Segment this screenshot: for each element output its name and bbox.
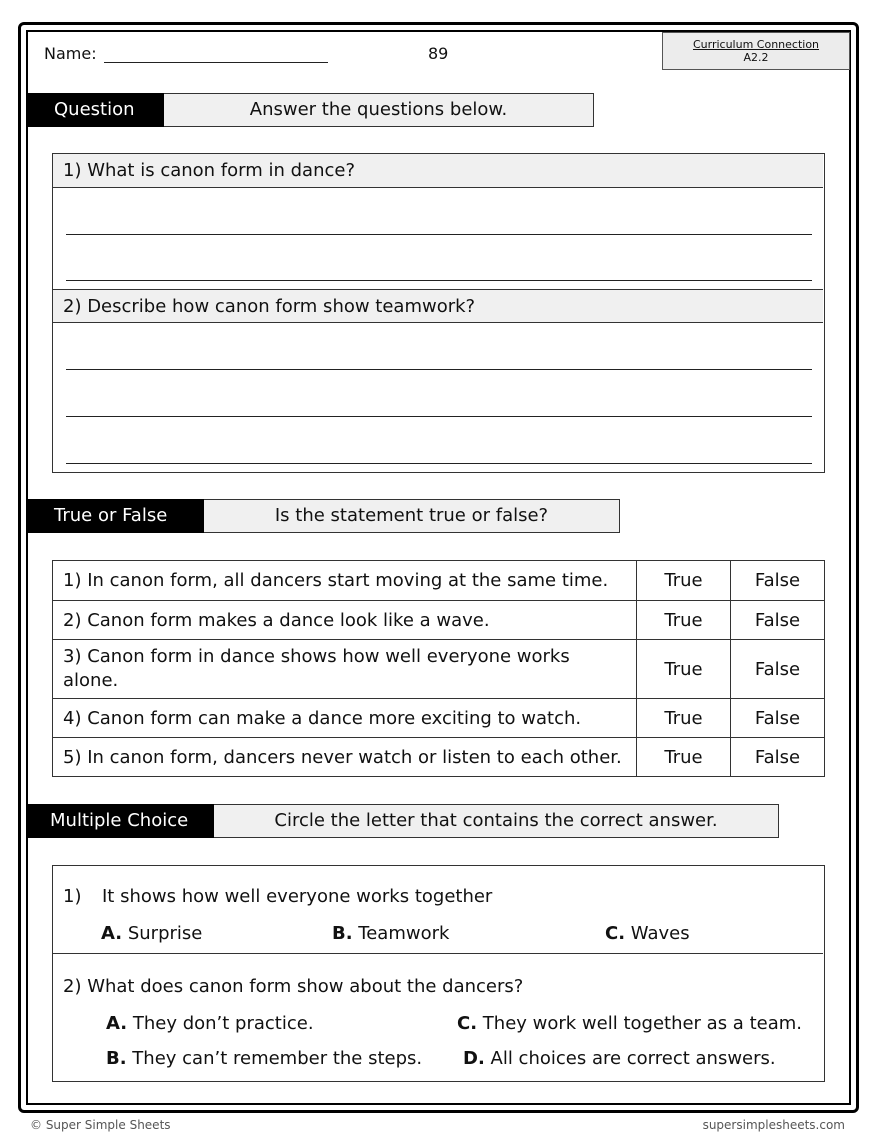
true-option[interactable]: True (637, 601, 731, 640)
true-false-section-header (28, 499, 620, 533)
option-text: Teamwork (358, 923, 450, 944)
option-letter: D. (463, 1048, 485, 1069)
option-text: They can’t remember the steps. (132, 1048, 423, 1069)
table-row (53, 699, 825, 738)
true-option[interactable]: True (637, 699, 731, 738)
option-text: Surprise (127, 923, 203, 944)
false-option[interactable]: False (731, 601, 825, 640)
curriculum-code: A2.2 (743, 51, 769, 64)
mc-question-1-number: 1) (63, 886, 82, 907)
mc-question-2-text: 2) What does canon form show about the dancers? (63, 976, 524, 997)
true-false-section-instruction: Is the statement true or false? (204, 499, 620, 533)
multiple-choice-box (52, 865, 825, 1082)
true-option[interactable]: True (637, 640, 731, 699)
mc-option[interactable] (332, 923, 449, 944)
option-letter: A. (101, 923, 123, 944)
table-row (53, 561, 825, 601)
false-option[interactable]: False (731, 738, 825, 777)
option-text: They don’t practice. (132, 1013, 314, 1034)
option-text: Waves (630, 923, 690, 944)
true-false-section-label: True or False (28, 499, 204, 533)
mc-option[interactable] (106, 1048, 422, 1069)
option-letter: B. (106, 1048, 127, 1069)
statement-text: 5) In canon form, dancers never watch or listen to each other. (53, 738, 637, 777)
divider (53, 953, 823, 954)
answer-line[interactable] (66, 234, 812, 235)
statement-text: 2) Canon form makes a dance look like a wave. (53, 601, 637, 640)
mc-option[interactable] (463, 1048, 776, 1069)
option-text: They work well together as a team. (482, 1013, 802, 1034)
question-section-header (28, 93, 594, 127)
curriculum-connection-box (662, 32, 850, 70)
statement-text: 3) Canon form in dance shows how well everyone works alone. (53, 640, 637, 699)
page-number: 89 (428, 44, 449, 63)
website-link[interactable]: supersimplesheets.com (702, 1118, 845, 1132)
question-section-label: Question (28, 93, 164, 127)
option-letter: C. (457, 1013, 478, 1034)
answer-line[interactable] (66, 416, 812, 417)
false-option[interactable]: False (731, 699, 825, 738)
option-letter: C. (605, 923, 626, 944)
table-row (53, 738, 825, 777)
copyright-text: © Super Simple Sheets (30, 1118, 171, 1132)
table-row (53, 601, 825, 640)
short-answer-box (52, 153, 825, 473)
statement-text: 1) In canon form, all dancers start moving at the same time. (53, 561, 637, 601)
multiple-choice-section-header (28, 804, 779, 838)
mc-option[interactable] (605, 923, 690, 944)
table-row (53, 640, 825, 699)
name-label: Name: (44, 44, 97, 63)
false-option[interactable]: False (731, 561, 825, 601)
answer-line[interactable] (66, 369, 812, 370)
multiple-choice-section-label: Multiple Choice (28, 804, 214, 838)
option-letter: A. (106, 1013, 128, 1034)
true-false-table (52, 560, 825, 777)
option-letter: B. (332, 923, 353, 944)
statement-text: 4) Canon form can make a dance more exciting to watch. (53, 699, 637, 738)
question-section-instruction: Answer the questions below. (164, 93, 594, 127)
mc-option[interactable] (457, 1013, 802, 1034)
true-option[interactable]: True (637, 561, 731, 601)
question-2-text: 2) Describe how canon form show teamwork? (53, 289, 823, 323)
mc-option[interactable] (101, 923, 202, 944)
answer-line[interactable] (66, 280, 812, 281)
name-input-line[interactable] (104, 62, 328, 63)
option-text: All choices are correct answers. (490, 1048, 776, 1069)
mc-question-1-text: It shows how well everyone works together (102, 886, 493, 907)
answer-line[interactable] (66, 463, 812, 464)
question-1-text: 1) What is canon form in dance? (53, 154, 823, 188)
false-option[interactable]: False (731, 640, 825, 699)
multiple-choice-section-instruction: Circle the letter that contains the correct answer. (214, 804, 779, 838)
curriculum-title: Curriculum Connection (692, 38, 820, 51)
mc-option[interactable] (106, 1013, 314, 1034)
true-option[interactable]: True (637, 738, 731, 777)
